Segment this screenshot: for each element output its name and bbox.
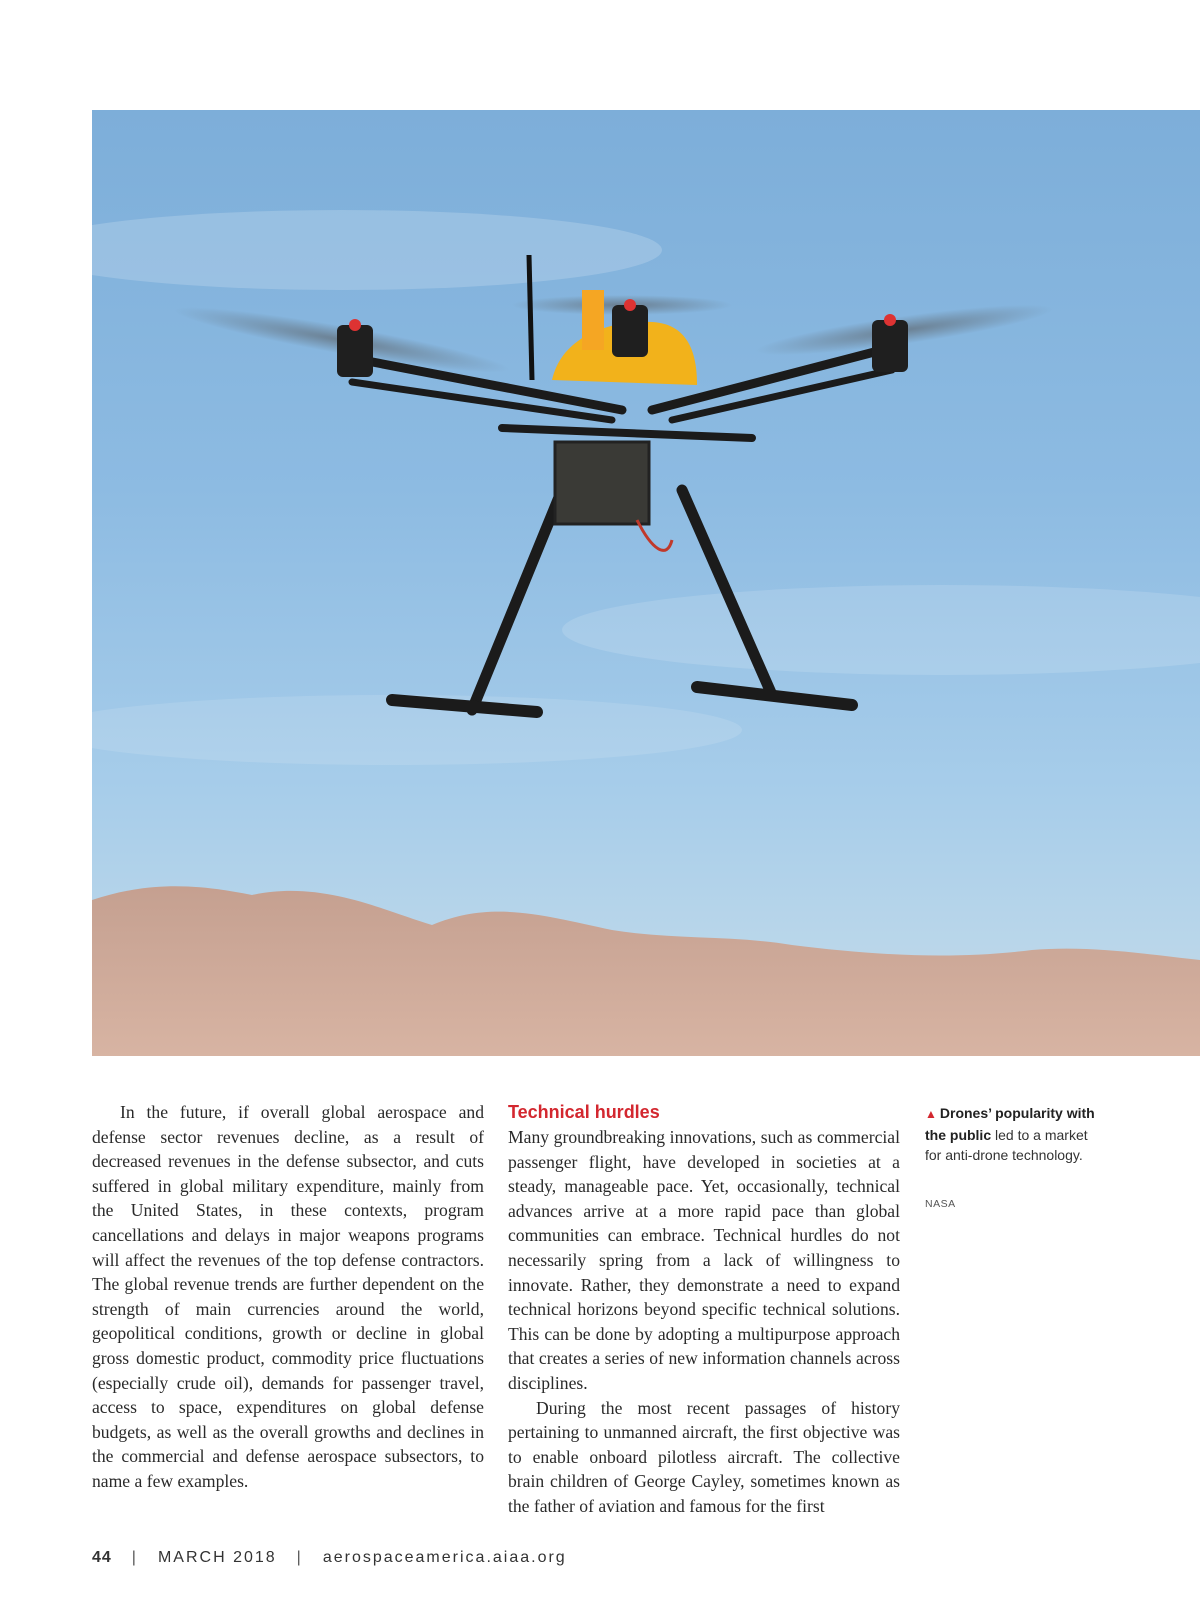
issue-date: MARCH 2018 xyxy=(157,1549,277,1566)
body-column-middle xyxy=(508,1100,900,1519)
payload-box xyxy=(555,442,649,524)
page-number: 44 xyxy=(92,1549,112,1566)
drone-photo xyxy=(92,110,1200,1056)
mountain-range xyxy=(92,886,1200,1056)
body-paragraph: During the most recent passages of history pertaining to unmanned aircraft, the first objective was to enable onboard pilotless aircraft. The collective brain children of George Cayley, sometimes known as the father of aviation and famous for the first xyxy=(508,1397,900,1516)
section-heading: Technical hurdles xyxy=(508,1102,660,1122)
body-paragraph: Many groundbreaking innovations, such as commercial passenger flight, have developed in societies at a steady, manageable pace. Yet, occasionally, technical advances arrive at a more rapid pace than global communities can embrace. Technical hurdles do not necessarily spring from a lack of willingness to innovate. Rather, they demonstrate a need to expand technical horizons beyond specific technical solutions. This can be done by adopting a multipurpose approach that creates a series of new information channels across disciplines. xyxy=(508,1127,900,1393)
body-column-left xyxy=(92,1100,484,1494)
antenna xyxy=(529,255,532,380)
body-paragraph: In the future, if overall global aerospace and defense sector revenues decline, as a result of decreased revenues in the defense subsector, and cuts suffered in global military expenditure, mainly from the United States, in these contexts, program cancellations and delays in major weapons programs will affect the revenues of the top defense contractors. The global revenue trends are further dependent on the strength of main currencies around the world, geopolitical conditions, growth or decline in global gross domestic product, commodity price fluctuations (especially crude oil), demands for passenger travel, access to space, expenditures on global defense budgets, as well as the overall growths and declines in the commercial and defense aerospace subsectors, to name a few examples. xyxy=(92,1102,484,1491)
footer-separator: | xyxy=(296,1549,303,1566)
triangle-up-icon: ▲ xyxy=(925,1107,937,1121)
photo-credit: NASA xyxy=(925,1198,956,1210)
page-footer xyxy=(92,1549,567,1567)
website-url: aerospaceamerica.aiaa.org xyxy=(322,1549,567,1566)
photo-caption xyxy=(925,1103,1105,1166)
caption-lead: Drones’ popularity with the public xyxy=(925,1105,1095,1143)
caption-text: led to a market for anti-drone technology. xyxy=(925,1126,1088,1163)
footer-separator: | xyxy=(131,1549,138,1566)
drone-illustration xyxy=(92,110,1200,1056)
orange-fin xyxy=(582,290,604,350)
